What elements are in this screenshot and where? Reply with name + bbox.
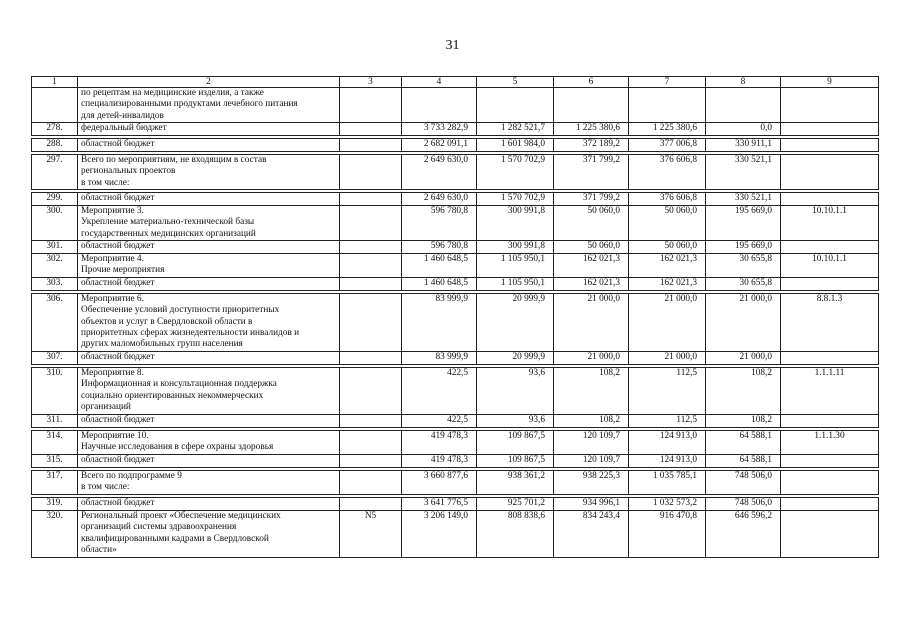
- target-code: [781, 455, 879, 468]
- value-col-5: 109 867,5: [477, 431, 554, 455]
- row-name: по рецептам на медицинские изделия, а также специализированными продуктами лечебного питания для детей-инвалидов: [78, 88, 340, 123]
- value-col-8: 21 000,0: [706, 352, 781, 365]
- value-col-4: 596 780,8: [402, 206, 477, 241]
- project-code: [340, 415, 402, 428]
- value-col-8: 748 506,0: [706, 498, 781, 511]
- project-code: [340, 193, 402, 206]
- value-col-8: 330 911,1: [706, 139, 781, 152]
- value-col-8: 64 588,1: [706, 455, 781, 468]
- row-number: 315.: [32, 455, 78, 468]
- project-code: [340, 471, 402, 495]
- row-name: областной бюджет: [78, 498, 340, 511]
- value-col-5: 1 601 984,0: [477, 139, 554, 152]
- value-col-7: 376 606,8: [629, 193, 706, 206]
- value-col-5: 20 999,9: [477, 294, 554, 352]
- value-col-5: 93,6: [477, 415, 554, 428]
- value-col-6: 162 021,3: [554, 254, 629, 278]
- value-col-8: [706, 88, 781, 123]
- table-row: [32, 206, 879, 241]
- row-name: Мероприятие 3. Укрепление материально-технической базы государственных медицинских организаций: [78, 206, 340, 241]
- column-header: 1: [32, 77, 78, 88]
- row-name: областной бюджет: [78, 139, 340, 152]
- target-code: [781, 193, 879, 206]
- row-number: 303.: [32, 278, 78, 291]
- value-col-4: 2 649 630,0: [402, 155, 477, 190]
- value-col-5: 1 570 702,9: [477, 155, 554, 190]
- value-col-5: 300 991,8: [477, 241, 554, 254]
- table-row: [32, 254, 879, 278]
- column-header: 8: [706, 77, 781, 88]
- target-code: [781, 498, 879, 511]
- table-row: [32, 278, 879, 291]
- value-col-4: 3 641 776,5: [402, 498, 477, 511]
- value-col-7: 162 021,3: [629, 254, 706, 278]
- value-col-6: 934 996,1: [554, 498, 629, 511]
- project-code: [340, 254, 402, 278]
- row-number: 278.: [32, 123, 78, 136]
- value-col-5: 109 867,5: [477, 455, 554, 468]
- value-col-6: 834 243,4: [554, 511, 629, 558]
- value-col-6: 21 000,0: [554, 294, 629, 352]
- value-col-8: 195 669,0: [706, 206, 781, 241]
- table-row: [32, 88, 879, 123]
- table-row: [32, 139, 879, 152]
- target-code: [781, 155, 879, 190]
- row-name: Региональный проект «Обеспечение медицинских организаций системы здравоохранения квалифицированными кадрами в Свердловской области»: [78, 511, 340, 558]
- value-col-4: 1 460 648,5: [402, 254, 477, 278]
- table-row: [32, 415, 879, 428]
- value-col-6: 120 109,7: [554, 431, 629, 455]
- target-code: [781, 415, 879, 428]
- project-code: [340, 241, 402, 254]
- target-code: [781, 471, 879, 495]
- row-name: Всего по подпрограмме 9 в том числе:: [78, 471, 340, 495]
- row-number: 288.: [32, 139, 78, 152]
- row-number: [32, 88, 78, 123]
- value-col-5: 1 282 521,7: [477, 123, 554, 136]
- value-col-5: 938 361,2: [477, 471, 554, 495]
- target-code: [781, 278, 879, 291]
- project-code: [340, 498, 402, 511]
- value-col-6: 371 799,2: [554, 155, 629, 190]
- row-name: Мероприятие 4. Прочие мероприятия: [78, 254, 340, 278]
- row-number: 319.: [32, 498, 78, 511]
- value-col-8: 646 596,2: [706, 511, 781, 558]
- value-col-6: 21 000,0: [554, 352, 629, 365]
- row-number: 301.: [32, 241, 78, 254]
- value-col-6: 108,2: [554, 368, 629, 415]
- row-number: 299.: [32, 193, 78, 206]
- column-header: 3: [340, 77, 402, 88]
- value-col-4: 83 999,9: [402, 294, 477, 352]
- page-number: 31: [445, 38, 460, 53]
- column-header-row: [32, 77, 879, 88]
- value-col-7: 50 060,0: [629, 206, 706, 241]
- project-code: [340, 155, 402, 190]
- row-number: 307.: [32, 352, 78, 365]
- value-col-6: 1 225 380,6: [554, 123, 629, 136]
- project-code: [340, 431, 402, 455]
- target-code: 1.1.1.30: [781, 431, 879, 455]
- table-row: [32, 511, 879, 558]
- row-name: Мероприятие 8. Информационная и консультационная поддержка социально ориентированных некоммерческих организаций: [78, 368, 340, 415]
- table-row: [32, 471, 879, 495]
- value-col-8: 330 521,1: [706, 155, 781, 190]
- project-code: [340, 123, 402, 136]
- row-name: областной бюджет: [78, 278, 340, 291]
- value-col-5: [477, 88, 554, 123]
- column-header: 7: [629, 77, 706, 88]
- value-col-7: 376 606,8: [629, 155, 706, 190]
- value-col-7: [629, 88, 706, 123]
- value-col-6: [554, 88, 629, 123]
- value-col-5: 1 105 950,1: [477, 278, 554, 291]
- row-number: 314.: [32, 431, 78, 455]
- table-row: [32, 352, 879, 365]
- target-code: 8.8.1.3: [781, 294, 879, 352]
- table-row: [32, 241, 879, 254]
- project-code: N5: [340, 511, 402, 558]
- target-code: [781, 123, 879, 136]
- column-header: 5: [477, 77, 554, 88]
- value-col-8: 30 655,8: [706, 254, 781, 278]
- table-row: [32, 155, 879, 190]
- value-col-8: 64 588,1: [706, 431, 781, 455]
- value-col-4: 419 478,3: [402, 431, 477, 455]
- target-code: [781, 139, 879, 152]
- value-col-8: 195 669,0: [706, 241, 781, 254]
- row-number: 317.: [32, 471, 78, 495]
- value-col-8: 0,0: [706, 123, 781, 136]
- value-col-5: 20 999,9: [477, 352, 554, 365]
- row-name: областной бюджет: [78, 415, 340, 428]
- value-col-6: 371 799,2: [554, 193, 629, 206]
- target-code: 1.1.1.11: [781, 368, 879, 415]
- table-row: [32, 498, 879, 511]
- row-name: областной бюджет: [78, 455, 340, 468]
- row-number: 297.: [32, 155, 78, 190]
- value-col-5: 808 838,6: [477, 511, 554, 558]
- value-col-4: 419 478,3: [402, 455, 477, 468]
- row-name: областной бюджет: [78, 352, 340, 365]
- row-number: 320.: [32, 511, 78, 558]
- value-col-4: 596 780,8: [402, 241, 477, 254]
- target-code: [781, 352, 879, 365]
- value-col-7: 1 035 785,1: [629, 471, 706, 495]
- row-number: 310.: [32, 368, 78, 415]
- value-col-7: 21 000,0: [629, 294, 706, 352]
- value-col-7: 112,5: [629, 415, 706, 428]
- value-col-7: 377 006,8: [629, 139, 706, 152]
- column-header: 9: [781, 77, 879, 88]
- row-name: областной бюджет: [78, 241, 340, 254]
- value-col-5: 1 570 702,9: [477, 193, 554, 206]
- column-header: 6: [554, 77, 629, 88]
- value-col-8: 330 521,1: [706, 193, 781, 206]
- value-col-6: 108,2: [554, 415, 629, 428]
- value-col-4: 3 660 877,6: [402, 471, 477, 495]
- value-col-8: 108,2: [706, 415, 781, 428]
- table-row: [32, 193, 879, 206]
- column-header: 4: [402, 77, 477, 88]
- project-code: [340, 278, 402, 291]
- project-code: [340, 455, 402, 468]
- value-col-8: 748 506,0: [706, 471, 781, 495]
- row-name: Мероприятие 6. Обеспечение условий доступности приоритетных объектов и услуг в Свердловской области в приоритетных сферах жизнедеятельности инвалидов и других маломобильных групп населения: [78, 294, 340, 352]
- value-col-7: 1 032 573,2: [629, 498, 706, 511]
- target-code: 10.10.1.1: [781, 206, 879, 241]
- project-code: [340, 139, 402, 152]
- value-col-5: 93,6: [477, 368, 554, 415]
- value-col-7: 124 913,0: [629, 431, 706, 455]
- value-col-4: 3 206 149,0: [402, 511, 477, 558]
- row-number: 306.: [32, 294, 78, 352]
- budget-table: [31, 76, 879, 558]
- value-col-7: 916 470,8: [629, 511, 706, 558]
- project-code: [340, 294, 402, 352]
- value-col-6: 372 189,2: [554, 139, 629, 152]
- table-row: [32, 455, 879, 468]
- target-code: [781, 241, 879, 254]
- value-col-5: 925 701,2: [477, 498, 554, 511]
- project-code: [340, 368, 402, 415]
- value-col-5: 1 105 950,1: [477, 254, 554, 278]
- value-col-4: 422,5: [402, 368, 477, 415]
- value-col-5: 300 991,8: [477, 206, 554, 241]
- value-col-4: 2 682 091,1: [402, 139, 477, 152]
- value-col-7: 50 060,0: [629, 241, 706, 254]
- project-code: [340, 206, 402, 241]
- value-col-6: 938 225,3: [554, 471, 629, 495]
- target-code: [781, 88, 879, 123]
- value-col-7: 21 000,0: [629, 352, 706, 365]
- value-col-8: 30 655,8: [706, 278, 781, 291]
- table-row: [32, 294, 879, 352]
- value-col-6: 50 060,0: [554, 241, 629, 254]
- value-col-4: 83 999,9: [402, 352, 477, 365]
- target-code: [781, 511, 879, 558]
- table-row: [32, 368, 879, 415]
- value-col-4: 1 460 648,5: [402, 278, 477, 291]
- table-row: [32, 123, 879, 136]
- value-col-4: [402, 88, 477, 123]
- project-code: [340, 88, 402, 123]
- row-name: федеральный бюджет: [78, 123, 340, 136]
- value-col-6: 120 109,7: [554, 455, 629, 468]
- value-col-6: 162 021,3: [554, 278, 629, 291]
- row-name: Мероприятие 10. Научные исследования в сфере охраны здоровья: [78, 431, 340, 455]
- row-name: областной бюджет: [78, 193, 340, 206]
- value-col-6: 50 060,0: [554, 206, 629, 241]
- value-col-7: 124 913,0: [629, 455, 706, 468]
- value-col-4: 3 733 282,9: [402, 123, 477, 136]
- value-col-4: 2 649 630,0: [402, 193, 477, 206]
- value-col-7: 162 021,3: [629, 278, 706, 291]
- column-header: 2: [78, 77, 340, 88]
- row-number: 300.: [32, 206, 78, 241]
- table-row: [32, 431, 879, 455]
- value-col-8: 108,2: [706, 368, 781, 415]
- row-number: 311.: [32, 415, 78, 428]
- value-col-4: 422,5: [402, 415, 477, 428]
- row-name: Всего по мероприятиям, не входящим в состав региональных проектов в том числе:: [78, 155, 340, 190]
- project-code: [340, 352, 402, 365]
- row-number: 302.: [32, 254, 78, 278]
- value-col-7: 112,5: [629, 368, 706, 415]
- target-code: 10.10.1.1: [781, 254, 879, 278]
- value-col-8: 21 000,0: [706, 294, 781, 352]
- value-col-7: 1 225 380,6: [629, 123, 706, 136]
